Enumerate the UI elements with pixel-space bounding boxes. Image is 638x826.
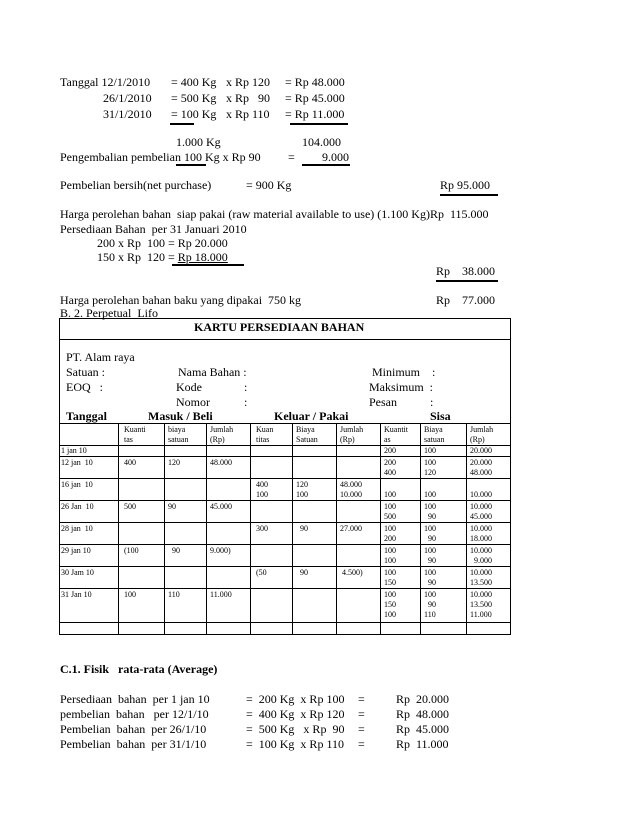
header-in: Masuk / Beli (148, 409, 213, 423)
ending-inventory-label: Persediaan Bahan per 31 Januari 2010 (60, 222, 247, 236)
header-date: Tanggal (66, 409, 107, 423)
ending-inventory-line: 200 x Rp 100 = Rp 20.000 (97, 236, 228, 250)
return-label: Pengembalian pembelian 100 Kg x Rp 90 (60, 150, 261, 164)
ending-inventory-line: 150 x Rp 120 = Rp 18.000 (97, 250, 228, 264)
return-eq: = (288, 150, 295, 164)
underline (290, 123, 348, 125)
purchase-total: = Rp 11.000 (285, 107, 345, 121)
purchase-qty: = 400 Kg (171, 75, 217, 89)
maximum-label: Maksimum : (369, 380, 434, 394)
header-balance: Sisa (430, 409, 451, 423)
underline (172, 264, 244, 266)
code-label: Kode (176, 380, 202, 394)
sum-qty: 1.000 Kg (176, 135, 221, 149)
purchase-total: = Rp 45.000 (285, 91, 345, 105)
purchase-price: x Rp 110 (226, 107, 270, 121)
used-material-label: Harga perolehan bahan baku yang dipakai 750 kg (60, 293, 302, 307)
minimum-label: Minimum : (372, 365, 436, 379)
underline (440, 194, 498, 196)
available-line: Harga perolehan bahan siap pakai (raw material available to use) (1.100 Kg)Rp 115.000 (60, 207, 489, 221)
purchase-total: = Rp 48.000 (285, 75, 345, 89)
purchase-qty: = 500 Kg (171, 91, 217, 105)
underline (436, 280, 498, 282)
eoq-label: EOQ : (66, 380, 103, 394)
purchase-price: x Rp 120 (226, 75, 271, 89)
section-b-heading: B. 2. Perpetual Lifo (60, 306, 158, 320)
purchase-date: Tanggal 12/1/2010 (60, 75, 151, 89)
number-colon: : (244, 395, 248, 409)
purchase-date: 31/1/2010 (103, 107, 152, 121)
net-purchase-qty: = 900 Kg (246, 178, 292, 192)
purchase-date: 26/1/2010 (103, 91, 152, 105)
order-colon: : (430, 395, 434, 409)
underline (170, 123, 194, 125)
net-purchase-label: Pembelian bersih(net purchase) (60, 178, 212, 192)
header-out: Keluar / Pakai (274, 409, 349, 423)
code-colon: : (244, 380, 248, 394)
underline (302, 164, 350, 166)
section-c-heading: C.1. Fisik rata-rata (Average) (60, 662, 218, 676)
order-label: Pesan (369, 395, 397, 409)
used-material-total: Rp 77.000 (436, 293, 496, 307)
return-total: 9.000 (322, 150, 349, 164)
sum-total: 104.000 (302, 135, 341, 149)
company-name: PT. Alam raya (66, 350, 135, 364)
unit-label: Satuan : (66, 365, 105, 379)
material-name-label: Nama Bahan : (178, 365, 247, 379)
underline (176, 164, 206, 166)
card-title: KARTU PERSEDIAAN BAHAN (194, 320, 365, 334)
net-purchase-total: Rp 95.000 (440, 178, 491, 192)
purchase-price: x Rp 90 (226, 91, 271, 105)
purchase-qty: = 100 Kg (171, 107, 217, 121)
number-label: Nomor (176, 395, 210, 409)
ending-inventory-total: Rp 38.000 (436, 264, 496, 278)
